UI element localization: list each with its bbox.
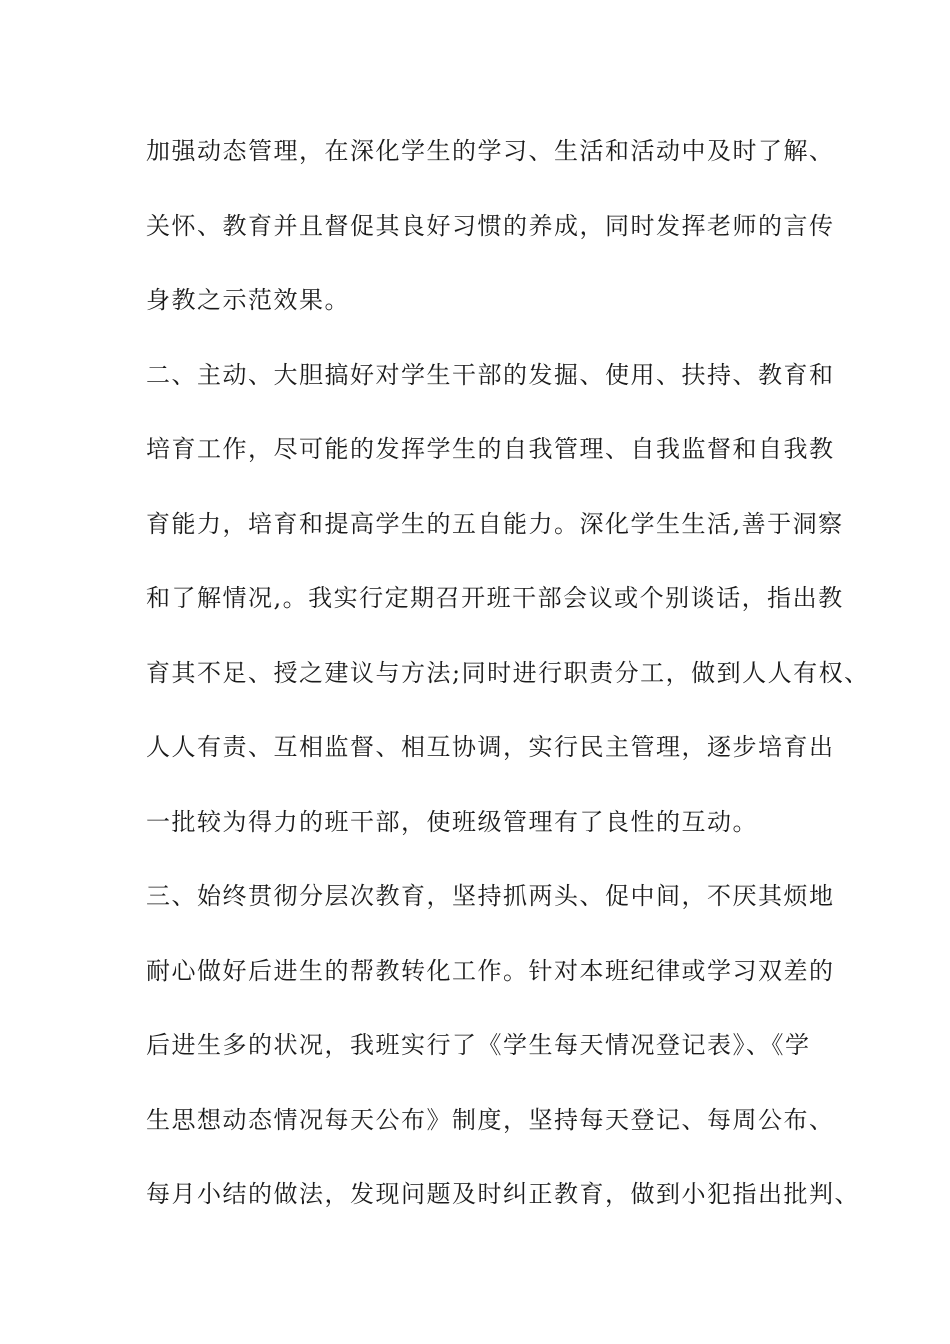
text-line: 耐心做好后进生的帮教转化工作。针对本班纪律或学习双差的 [146,956,835,985]
text-line: 三、始终贯彻分层次教育，坚持抓两头、促中间，不厌其烦地 [146,882,835,910]
text-line: 育其不足、授之建议与方法;同时进行职责分工，做到人人有权、 [146,658,870,687]
text-line: 加强动态管理，在深化学生的学习、生活和活动中及时了解、 [146,137,835,165]
text-line: 二、主动、大胆搞好对学生干部的发掘、使用、扶持、教育和 [146,360,835,389]
text-line: 身教之示范效果。 [146,286,350,314]
text-line: 和了解情况,。我实行定期召开班干部会议或个别谈话，指出教 [146,584,844,612]
text-line: 生思想动态情况每天公布》制度，坚持每天登记、每周公布、 [146,1105,835,1134]
text-line: 每月小结的做法，发现问题及时纠正教育，做到小犯指出批判、 [146,1180,860,1208]
text-line: 人人有责、互相监督、相互协调，实行民主管理，逐步培育出 [146,733,835,761]
text-line: 培育工作，尽可能的发挥学生的自我管理、自我监督和自我教 [146,435,835,463]
text-line: 一批较为得力的班干部，使班级管理有了良性的互动。 [146,807,758,836]
document-body [146,128,870,1246]
text-line: 关怀、教育并且督促其良好习惯的养成，同时发挥老师的言传 [146,211,835,240]
text-line: 育能力，培育和提高学生的五自能力。深化学生生活,善于洞察 [146,509,844,538]
text-line: 后进生多的状况，我班实行了《学生每天情况登记表》、《学 [146,1031,811,1059]
